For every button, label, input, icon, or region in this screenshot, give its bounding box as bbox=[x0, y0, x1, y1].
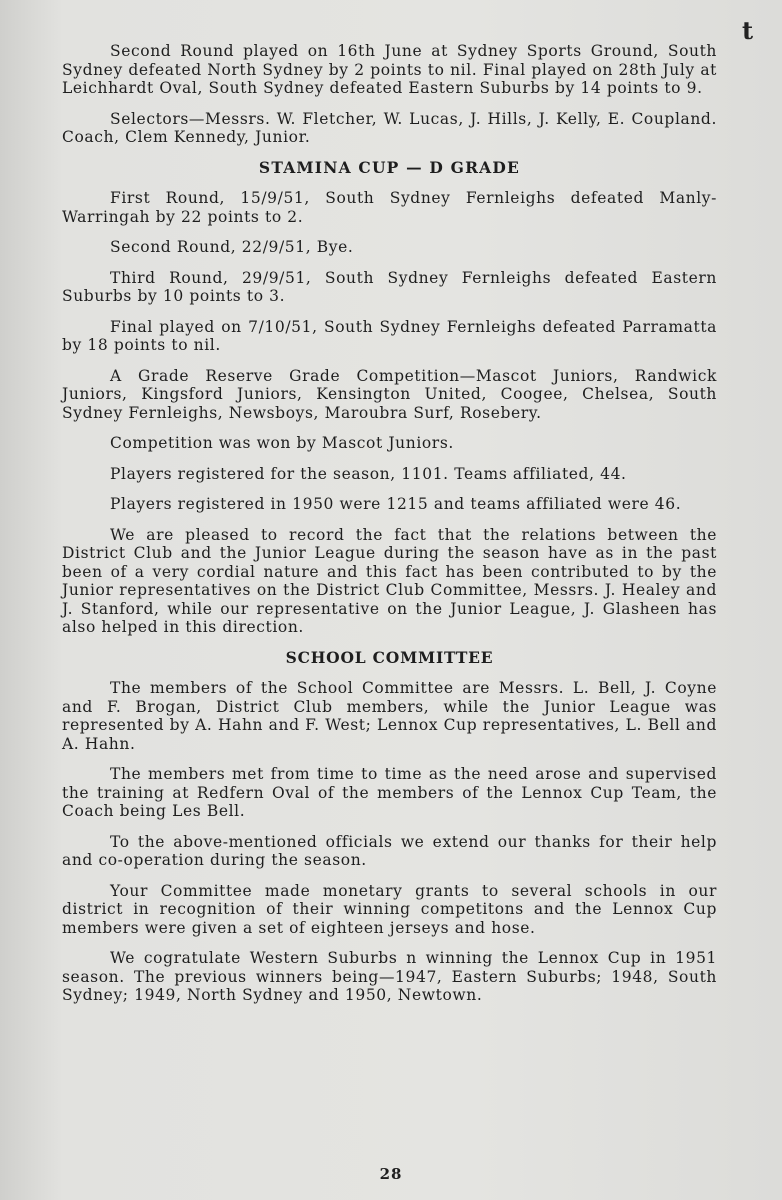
paragraph-selectors: Selectors—Messrs. W. Fletcher, W. Lucas, J. Hills, J. Kelly, E. Coupland. Coach, Clem Kennedy, Junior. bbox=[62, 109, 717, 146]
paragraph-third-round: Third Round, 29/9/51, South Sydney Fernleighs defeated Eastern Suburbs by 10 points to 3. bbox=[62, 268, 717, 305]
paragraph-players-registered: Players registered for the season, 1101. Teams affiliated, 44. bbox=[110, 464, 627, 483]
paragraph-players-1950: Players registered in 1950 were 1215 and teams affiliated were 46. bbox=[110, 495, 682, 513]
paragraph-final: Final played on 7/10/51, South Sydney Fernleighs defeated Parramatta by 18 points to nil. bbox=[62, 317, 717, 354]
page-number: 28 bbox=[379, 1165, 403, 1183]
paragraph-committee-members: The members of the School Committee are Messrs. L. Bell, J. Coyne and F. Brogan, District Club members, while the Junior League was represented by A. Hahn and F. West; Lennox Cup representatives, L. Bell and A. Hahn. bbox=[62, 679, 717, 753]
corner-mark: t bbox=[742, 16, 754, 45]
paragraph-thanks: To the above-mentioned officials we extend our thanks for their help and co-operation during the season. bbox=[62, 832, 717, 869]
body-text bbox=[62, 42, 717, 1017]
heading-stamina-cup: STAMINA CUP — D GRADE bbox=[258, 157, 521, 177]
paragraph-competition-clubs: A Grade Reserve Grade Competition—Mascot Juniors, Randwick Juniors, Kingsford Juniors, Kensington United, Coogee, Chelsea, South Sydney Fernleighs, Newsboys, Maroubra Surf, Rosebery. bbox=[62, 366, 717, 422]
paragraph-training: The members met from time to time as the need arose and supervised the training at Redfern Oval of the members of the Lennox Cup Team, the Coach being Les Bell. bbox=[62, 765, 717, 820]
paragraph-second-round-bye: Second Round, 22/9/51, Bye. bbox=[110, 238, 354, 256]
paragraph-first-round: First Round, 15/9/51, South Sydney Fernleighs defeated Manly-Warringah by 22 points to 2. bbox=[62, 189, 717, 226]
paragraph-grants: Your Committee made monetary grants to several schools in our district in recognition of their winning competitons and the Lennox Cup members were given a set of eighteen jerseys and hose. bbox=[62, 881, 717, 937]
paragraph-congratulations: We cogratulate Western Suburbs n winning the Lennox Cup in 1951 season. The previous winners being—1947, Eastern Suburbs; 1948, South Sydney; 1949, North Sydney and 1950, Newtown. bbox=[62, 949, 717, 1004]
paragraph-second-round: Second Round played on 16th June at Sydney Sports Ground, South Sydney defeated North Sydney by 2 points to nil. Final played on 28th July at Leichhardt Oval, South Sydney defeated Eastern Suburbs by 14 points to 9. bbox=[62, 42, 717, 97]
paragraph-competition-winner: Competition was won by Mascot Juniors. bbox=[110, 434, 454, 452]
heading-school-committee: SCHOOL COMMITTEE bbox=[285, 647, 494, 667]
paragraph-relations: We are pleased to record the fact that the relations between the District Club and the Junior League during the season have as in the past been of a very cordial nature and this fact has been contributed to by the Junior representatives on the District Club Committee, Messrs. J. Healey and J. Stanford, while our representative on the Junior League, J. Glasheen has also helped in this direction. bbox=[62, 525, 717, 636]
